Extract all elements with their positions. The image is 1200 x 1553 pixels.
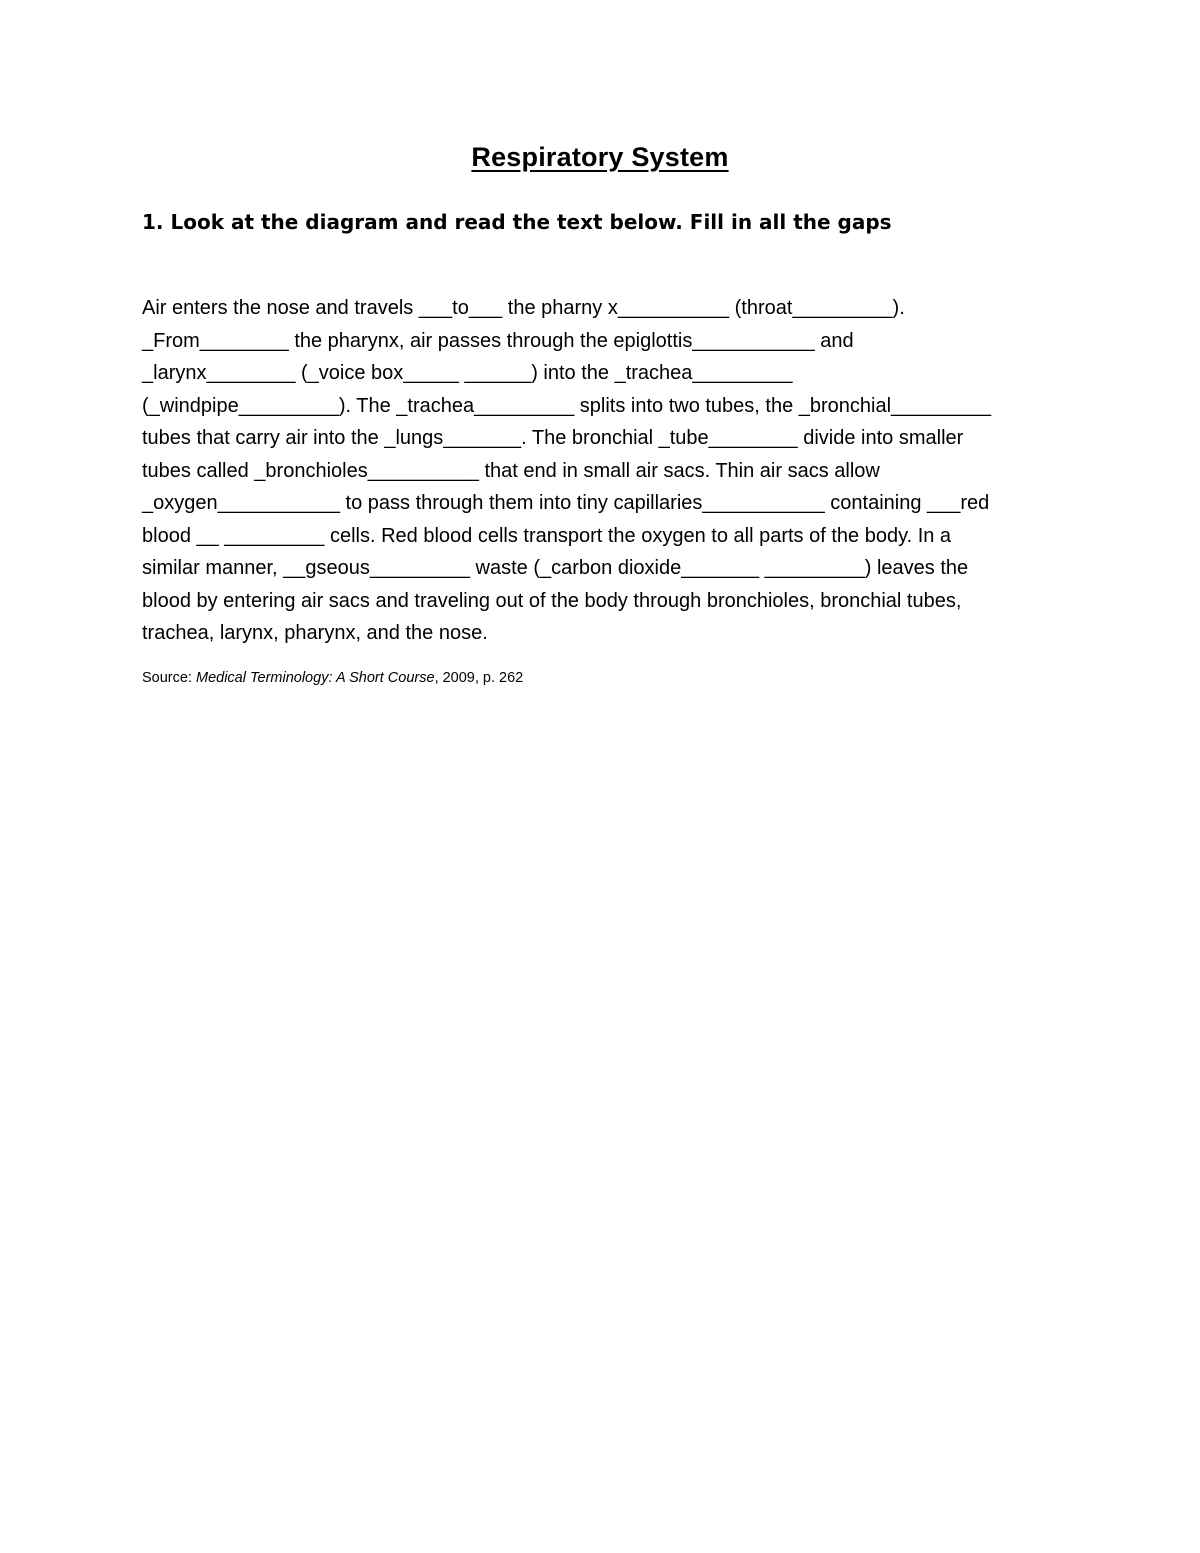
- passage-line: _From________ the pharynx, air passes through the epiglottis___________ and: [142, 329, 854, 352]
- page-title: Respiratory System: [471, 142, 729, 172]
- passage-line: tubes called _bronchioles__________ that end in small air sacs. Thin air sacs allow: [142, 459, 880, 482]
- source-citation: [142, 670, 1072, 686]
- passage-line: blood by entering air sacs and traveling out of the body through bronchioles, bronchial tubes,: [142, 589, 962, 612]
- source-work-title: Medical Terminology: A Short Course: [196, 670, 435, 686]
- passage-line: _oxygen___________ to pass through them into tiny capillaries___________ containing ___red: [142, 492, 990, 514]
- instruction-text: 1. Look at the diagram and read the text below. Fill in all the gaps: [142, 210, 892, 234]
- passage-line: (_windpipe_________). The _trachea_________ splits into two tubes, the _bronchial_________: [142, 394, 992, 417]
- passage-line: tubes that carry air into the _lungs_______. The bronchial _tube________ divide into smaller: [142, 427, 964, 449]
- passage-line: similar manner, __gseous_________ waste (_carbon dioxide_______ _________) leaves the: [142, 557, 969, 579]
- source-suffix: , 2009, p. 262: [434, 670, 524, 686]
- passage-line: Air enters the nose and travels ___to___ the pharny x__________ (throat_________).: [142, 297, 905, 319]
- passage-line: _larynx________ (_voice box_____ ______) into the _trachea_________: [142, 362, 793, 384]
- fill-in-passage: [142, 292, 1072, 650]
- passage-line: blood __ _________ cells. Red blood cells transport the oxygen to all parts of the body. In a: [142, 524, 952, 547]
- source-prefix: Source:: [142, 670, 196, 686]
- passage-line: trachea, larynx, pharynx, and the nose.: [142, 622, 488, 644]
